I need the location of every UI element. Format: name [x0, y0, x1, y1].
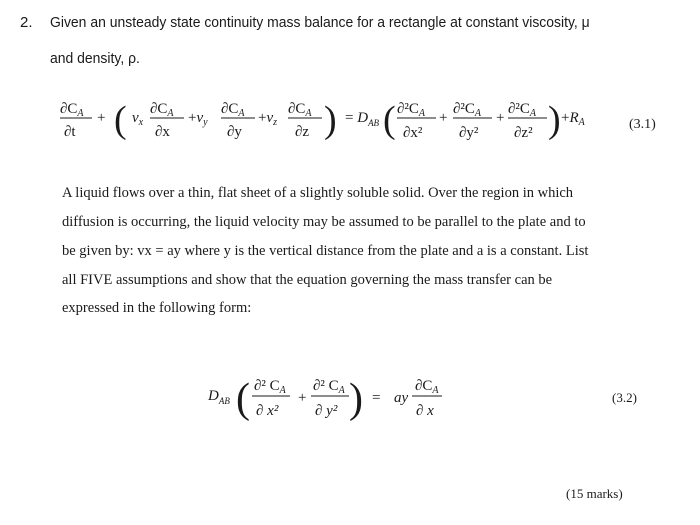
- eq1-left-paren-2: (: [383, 99, 396, 141]
- question-text-line1: Given an unsteady state continuity mass balance for a rectangle at constant viscosity, μ: [50, 14, 590, 31]
- eq1-plus-3: +: [496, 110, 505, 126]
- eq2-yy-num: ∂² $C_A$: [313, 378, 345, 396]
- eq2-left-paren: (: [236, 376, 250, 422]
- question-text-line2: and density, ρ.: [50, 50, 140, 67]
- marks-label: (15 marks): [566, 486, 623, 501]
- eq2-r-num: $\partial C_A$: [415, 378, 439, 396]
- eq1-lhs-den: ∂t: [64, 124, 76, 140]
- eq1-vz: $+v_z$: [258, 110, 278, 128]
- equation-3-2: [0, 340, 700, 450]
- eq1-right-paren: ): [324, 99, 337, 141]
- eq1-dzz-den: ∂z²: [514, 125, 533, 141]
- eq1-label: (3.1): [629, 117, 656, 132]
- eq2-r-den: ∂ x: [416, 403, 434, 419]
- eq1-dyy-den: ∂y²: [459, 125, 479, 141]
- eq1-dxx-num: $\partial^2C_A$: [397, 101, 426, 119]
- eq1-lhs-num: $\partial C_A$: [60, 101, 84, 119]
- eq2-plus: +: [298, 390, 307, 406]
- eq1-equals-D: = $D_{AB}$: [345, 110, 380, 128]
- eq1-left-paren: (: [114, 99, 127, 141]
- eq1-dyy-num: $\partial^2C_A$: [453, 101, 482, 119]
- question-number: 2.: [20, 14, 33, 31]
- eq1-term-z-den: ∂z: [295, 124, 310, 140]
- paragraph-line5: expressed in the following form:: [62, 300, 252, 316]
- eq1-dxx-den: ∂x²: [403, 125, 423, 141]
- eq2-yy-den: ∂ y²: [315, 403, 338, 419]
- eq1-term-y-den: ∂y: [227, 124, 242, 140]
- eq1-term-x-num: $\partial C_A$: [150, 101, 174, 119]
- eq2-right-paren: ): [349, 376, 363, 422]
- eq1-term-z-num: $\partial C_A$: [288, 101, 312, 119]
- paragraph-line1: A liquid flows over a thin, flat sheet of a slightly soluble solid. Over the region in which: [62, 185, 574, 201]
- eq2-ay: ay: [394, 390, 409, 406]
- eq2-xx-num: ∂² $C_A$: [254, 378, 286, 396]
- eq1-plus-2: +: [439, 110, 448, 126]
- paragraph-line4: all FIVE assumptions and show that the equation governing the mass transfer can be: [62, 272, 553, 288]
- eq2-label: (3.2): [612, 390, 637, 405]
- eq1-right-paren-2: ): [548, 99, 561, 141]
- paragraph-line3: be given by: vx = ay where y is the vertical distance from the plate and a is a constant. List: [62, 243, 589, 259]
- eq2-xx-den: ∂ x²: [256, 403, 279, 419]
- eq1-term-y-num: $\partial C_A$: [221, 101, 245, 119]
- eq1-dzz-num: $\partial^2C_A$: [508, 101, 537, 119]
- eq1-vy: $+v_y$: [188, 110, 208, 128]
- paragraph-line2: diffusion is occurring, the liquid velocity may be assumed to be parallel to the plate and to: [62, 214, 586, 230]
- eq1-plus-R: $+R_A$: [561, 110, 585, 128]
- eq1-plus: +: [97, 110, 106, 126]
- eq1-term-x-den: ∂x: [155, 124, 170, 140]
- eq2-D: $D_{AB}$: [208, 388, 230, 406]
- eq1-vx: $v_x$: [132, 110, 144, 128]
- equation-3-1: [0, 0, 700, 170]
- eq2-equals: =: [372, 390, 381, 406]
